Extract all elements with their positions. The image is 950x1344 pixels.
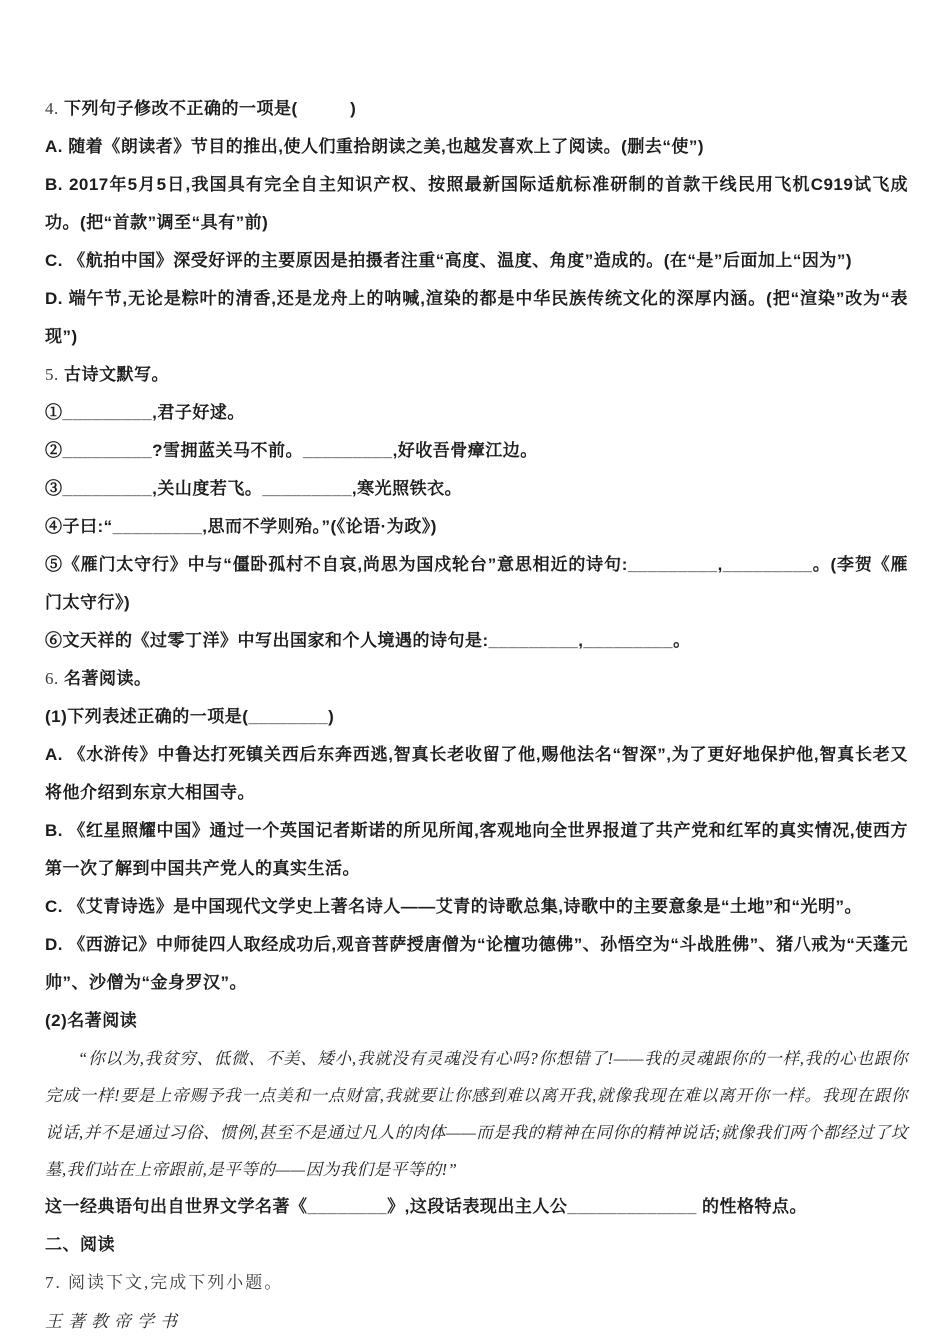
question-6-number: 6. (45, 669, 59, 688)
question-4-option-c: C. 《航拍中国》深受好评的主要原因是拍摄者注重“高度、温度、角度”造成的。(在“是”后面加上“因为”) (45, 251, 853, 270)
question-5-item-1: ①_________,君子好逑。 (45, 403, 245, 422)
question-5-item-2: ②_________?雪拥蓝关马不前。_________,好收吾骨瘴江边。 (45, 441, 538, 460)
question-4-stem-line (45, 90, 908, 128)
question-4-option-b: B. 2017年5月5日,我国具有完全自主知识产权、按照最新国际适航标准研制的首款干线民用飞机C919试飞成功。(把“首款”调至“具有”前) (45, 175, 908, 232)
question-6-novel-quote: “你以为,我贫穷、低微、不美、矮小,我就没有灵魂没有心吗?你想错了!——我的灵魂跟你的一样,我的心也跟你完成一样!要是上帝赐予我一点美和一点财富,我就要让你感到难以离开我,就像我现在难以离开你一样。我现在跟你说话,并不是通过习俗、惯例,甚至不是通过凡人的肉体——而是我的精神在同你的精神说话;就像我们两个都经过了坟墓,我们站在上帝跟前,是平等的——因为我们是平等的!” (45, 1049, 908, 1179)
question-6-conclusion: 这一经典语句出自世界文学名著《________》,这段话表现出主人公_____________ 的性格特点。 (45, 1197, 807, 1216)
question-4-option-d: D. 端午节,无论是粽叶的清香,还是龙舟上的呐喊,渲染的都是中华民族传统文化的深厚内涵。(把“渲染”改为“表现”) (45, 289, 908, 346)
question-5-title-line (45, 356, 908, 394)
question-5-number: 5. (45, 365, 59, 384)
question-5-item-3: ③_________,关山度若飞。_________,寒光照铁衣。 (45, 479, 463, 498)
question-6-option-c: C. 《艾青诗选》是中国现代文学史上著名诗人——艾青的诗歌总集,诗歌中的主要意象是“土地”和“光明”。 (45, 897, 862, 916)
question-6-title-line (45, 660, 908, 698)
question-6-part2-label: (2)名著阅读 (45, 1011, 138, 1030)
question-5-item-4: ④子曰:“_________,思而不学则殆。”(《论语·为政》) (45, 517, 437, 536)
section-2-heading: 二、阅读 (45, 1235, 115, 1254)
question-4-option-a: A. 随着《朗读者》节目的推出,使人们重拾朗读之美,也越发喜欢上了阅读。(删去“使”) (45, 137, 704, 156)
question-4-number: 4. (45, 99, 59, 118)
question-6-option-d: D. 《西游记》中师徒四人取经成功后,观音菩萨授唐僧为“论檀功德佛”、孙悟空为“斗战胜佛”、猪八戒为“天蓬元帅”、沙僧为“金身罗汉”。 (45, 935, 908, 992)
question-7-stem: 7. 阅读下文,完成下列小题。 (45, 1273, 284, 1292)
question-4-stem: 下列句子修改不正确的一项是( ) (63, 99, 357, 118)
question-6-option-b: B. 《红星照耀中国》通过一个英国记者斯诺的所见所闻,客观地向全世界报道了共产党和红军的真实情况,使西方第一次了解到中国共产党人的真实生活。 (45, 821, 908, 878)
reading-passage-title: 王著教帝学书 (45, 1312, 183, 1331)
question-5-item-5: ⑤《雁门太守行》中与“僵卧孤村不自哀,尚思为国戍轮台”意思相近的诗句:_________,_________。(李贺《雁门太守行》) (45, 555, 908, 612)
question-6-title: 名著阅读。 (63, 669, 152, 688)
question-5-item-6: ⑥文天祥的《过零丁洋》中写出国家和个人境遇的诗句是:_________,_________。 (45, 631, 691, 650)
question-6-option-a: A. 《水浒传》中鲁达打死镇关西后东奔西逃,智真长老收留了他,赐他法名“智深”,为了更好地保护他,智真长老又将他介绍到东京大相国寺。 (45, 745, 908, 802)
question-6-part1-label: (1)下列表述正确的一项是(________) (45, 707, 335, 726)
question-5-title: 古诗文默写。 (63, 365, 169, 384)
